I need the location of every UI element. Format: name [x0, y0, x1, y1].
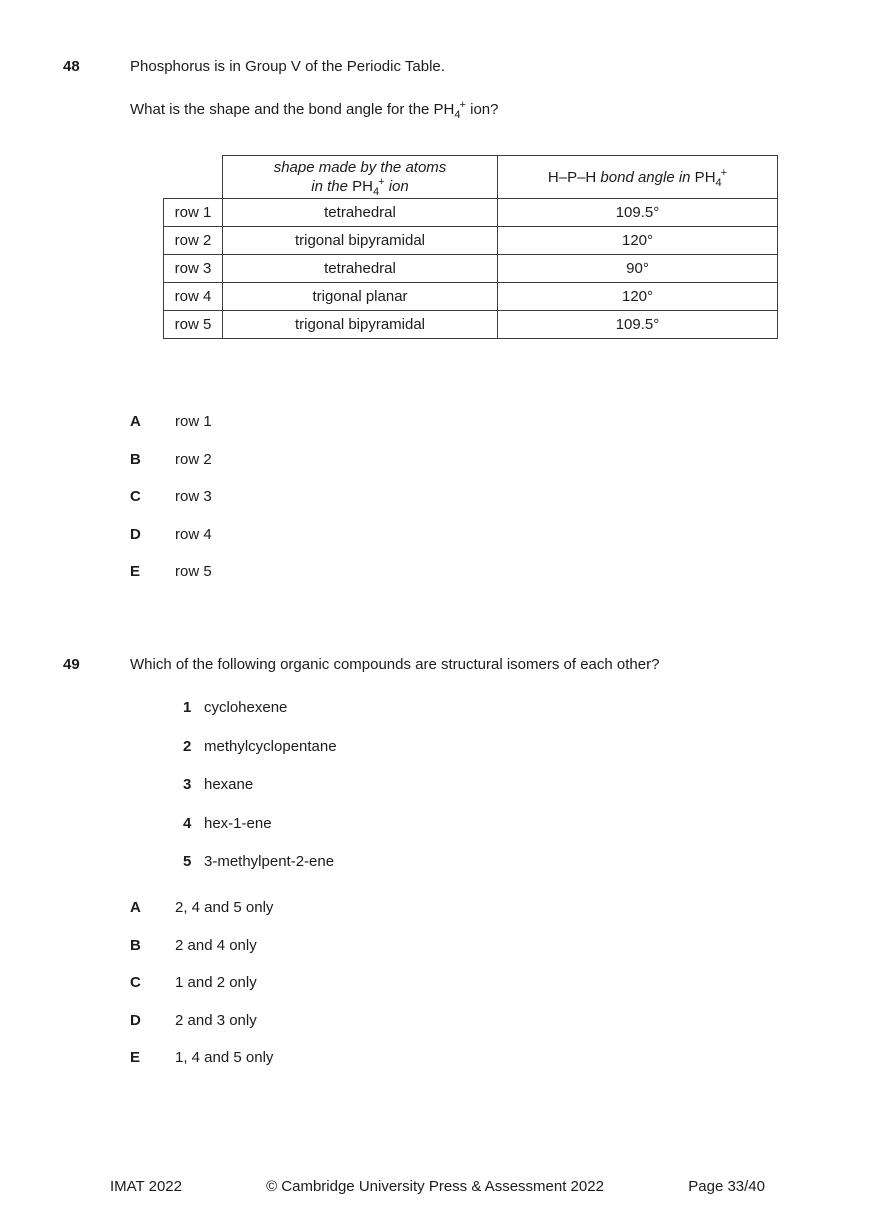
statement-text: cyclohexene [204, 699, 288, 716]
option-text: 1 and 2 only [175, 974, 257, 991]
option-49-a [130, 899, 273, 917]
table-row [164, 227, 778, 255]
table-row [164, 311, 778, 339]
footer-page-number: Page 33/40 [688, 1178, 765, 1195]
statement-number: 1 [183, 699, 192, 716]
statement-4 [183, 815, 337, 833]
option-text: 2, 4 and 5 only [175, 899, 274, 916]
question-48-text-pre: What is the shape and the bond angle for the PH [130, 101, 455, 118]
angle-header-italic: bond angle in [600, 168, 691, 186]
option-49-b [130, 937, 273, 955]
option-text: row 1 [175, 413, 212, 430]
question-48-text [130, 101, 498, 119]
angle-value: 109.5° [498, 199, 778, 227]
option-text: row 3 [175, 488, 212, 505]
statement-number: 4 [183, 814, 192, 832]
option-48-a [130, 413, 212, 431]
statement-text: 3-methylpent-2-ene [204, 853, 335, 870]
statement-5 [183, 853, 337, 871]
option-48-e [130, 563, 212, 581]
shape-header-line2-pre: in the [311, 178, 353, 195]
shape-value: trigonal bipyramidal [223, 227, 498, 255]
option-letter: D [130, 525, 141, 543]
shape-value: trigonal planar [223, 283, 498, 311]
shape-header-line2-post: ion [384, 178, 409, 195]
footer-exam-title: IMAT 2022 [110, 1178, 182, 1195]
question-48-number: 48 [63, 58, 80, 75]
option-text: 2 and 3 only [175, 1011, 257, 1029]
option-letter: E [130, 1049, 141, 1066]
shape-value: tetrahedral [223, 255, 498, 283]
statement-number: 3 [183, 776, 192, 793]
row-label: row 3 [164, 255, 223, 283]
formula-ph: PH [690, 168, 716, 186]
option-letter: A [130, 413, 141, 430]
option-letter: C [130, 488, 141, 505]
statement-2 [183, 738, 337, 756]
option-letter: D [130, 1011, 141, 1029]
option-49-e [130, 1049, 273, 1067]
question-49-number: 49 [63, 656, 80, 673]
footer-copyright: © Cambridge University Press & Assessment 2022 [266, 1178, 604, 1195]
statement-number: 2 [183, 737, 192, 755]
option-text: row 2 [175, 450, 212, 468]
question-48-intro: Phosphorus is in Group V of the Periodic Table. [130, 58, 445, 75]
statement-text: hexane [204, 776, 254, 793]
question-49-text: Which of the following organic compounds are structural isomers of each other? [130, 656, 660, 673]
shape-value: tetrahedral [223, 199, 498, 227]
table-header-row [164, 156, 778, 199]
shape-column-header [223, 156, 498, 199]
shape-header-line1: shape made by the atoms [273, 159, 447, 176]
angle-value: 120° [498, 227, 778, 255]
row-label: row 2 [164, 227, 223, 255]
option-text: 1, 4 and 5 only [175, 1049, 274, 1066]
formula-subscript: 4 [715, 176, 722, 189]
statement-text: hex-1-ene [204, 814, 272, 832]
table-row [164, 255, 778, 283]
angle-value: 90° [498, 255, 778, 283]
formula-subscript: 4 [372, 186, 380, 198]
row-label: row 1 [164, 199, 223, 227]
statement-3 [183, 776, 337, 794]
row-label: row 5 [164, 311, 223, 339]
question-48-options [130, 413, 212, 581]
shape-value: trigonal bipyramidal [223, 311, 498, 339]
formula-subscript: 4 [454, 109, 461, 121]
option-letter: C [130, 974, 141, 991]
option-49-c [130, 974, 273, 992]
statement-text: methylcyclopentane [204, 737, 337, 755]
shape-angle-table [163, 155, 778, 339]
option-text: row 5 [175, 563, 212, 580]
row-label: row 4 [164, 283, 223, 311]
question-49-statements [183, 699, 337, 871]
question-49-options [130, 899, 273, 1067]
table-row [164, 283, 778, 311]
option-48-d [130, 526, 212, 544]
question-48-text-post: ion? [465, 101, 499, 118]
table-corner-cell [164, 156, 223, 199]
option-letter: B [130, 450, 141, 468]
option-text: 2 and 4 only [175, 936, 257, 954]
option-48-c [130, 488, 212, 506]
option-text: row 4 [175, 525, 212, 543]
formula-superscript: + [378, 176, 385, 188]
option-48-b [130, 451, 212, 469]
option-letter: E [130, 563, 141, 580]
angle-value: 120° [498, 283, 778, 311]
formula-superscript: + [459, 99, 466, 111]
angle-header-pre: H–P–H [547, 168, 601, 186]
angle-column-header [498, 156, 778, 199]
formula-ph: PH [352, 178, 373, 195]
option-letter: A [130, 899, 141, 916]
statement-number: 5 [183, 853, 192, 870]
angle-value: 109.5° [498, 311, 778, 339]
option-letter: B [130, 936, 141, 954]
statement-1 [183, 699, 337, 717]
table-row [164, 199, 778, 227]
formula-superscript: + [720, 166, 728, 179]
option-49-d [130, 1012, 273, 1030]
